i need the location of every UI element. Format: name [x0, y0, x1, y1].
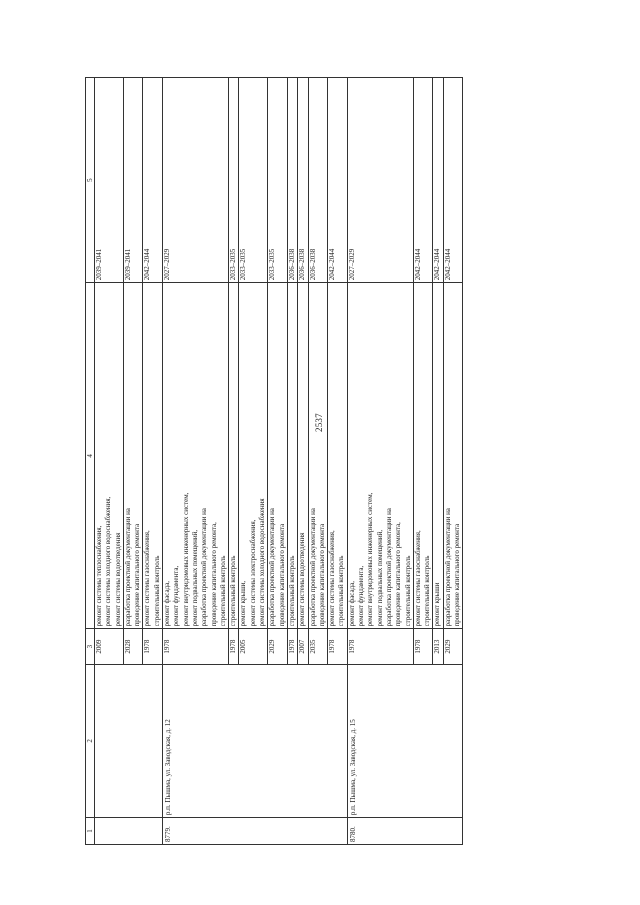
work-cell: [268, 283, 288, 629]
work-line: разработка проектной документации на: [200, 508, 209, 627]
year-cell: 2005: [239, 629, 268, 664]
period-cell: 2027–2029: [163, 78, 229, 283]
work-line: ремонт внутридомовых инженерных систем,: [181, 492, 190, 627]
column-number: 5: [86, 78, 95, 283]
period-cell: 2039–2041: [95, 78, 124, 283]
period-cell: 2033–2035: [239, 78, 268, 283]
building-number: [95, 818, 163, 845]
year-cell: 1978: [328, 629, 348, 664]
period-cell: 2042–2044: [433, 78, 443, 283]
work-cell: [308, 283, 328, 629]
column-number: 4: [86, 283, 95, 629]
period-cell: 2033–2035: [229, 78, 239, 283]
work-line: проведение капитального ремонта: [277, 523, 286, 627]
period-cell: 2036–2038: [298, 78, 308, 283]
work-line: ремонт фасада,: [163, 580, 172, 627]
work-line: ремонт системы холодного водоснабжения: [258, 498, 267, 627]
work-line: ремонт системы электроснабжения,: [248, 519, 257, 627]
building-address: р.п. Пышма, ул. Заводская, д. 15: [347, 664, 463, 817]
work-line: ремонт фундамента,: [357, 565, 366, 627]
work-cell: [298, 283, 308, 629]
work-line: проведение капитального ремонта: [133, 523, 142, 627]
year-cell: 2007: [298, 629, 308, 664]
work-line: разработка проектной документации на: [443, 508, 452, 627]
work-cell: [229, 283, 239, 629]
work-cell: [287, 283, 297, 629]
work-line: ремонт системы водоотведения: [298, 532, 307, 627]
column-number: 2: [86, 664, 95, 817]
work-cell: [143, 283, 163, 629]
year-cell: 2009: [95, 629, 124, 664]
rotated-table-container: [85, 77, 555, 845]
work-line: разработка проектной документации на: [308, 508, 317, 627]
table-row: [95, 78, 124, 845]
work-line: проведение капитального ремонта,: [209, 522, 218, 627]
year-cell: 1978: [143, 629, 163, 664]
work-line: строительный контроль: [218, 555, 227, 627]
work-line: разработка проектной документации на: [123, 508, 132, 627]
work-cell: [239, 283, 268, 629]
repair-schedule-table: [85, 77, 463, 845]
period-cell: 2033–2035: [268, 78, 288, 283]
work-line: ремонт крыши,: [239, 580, 248, 627]
building-address: р.п. Пышма, ул. Заводская, д. 12: [163, 664, 348, 817]
year-cell: 1978: [229, 629, 239, 664]
building-number: 8780.: [347, 818, 463, 845]
work-cell: [123, 283, 143, 629]
work-line: ремонт системы водоотведения: [113, 532, 122, 627]
period-cell: 2036–2038: [308, 78, 328, 283]
page-number: 2537: [314, 413, 324, 432]
work-line: проведение капитального ремонта,: [394, 522, 403, 627]
work-line: ремонт системы газоснабжения,: [328, 530, 337, 627]
table-body: [95, 78, 463, 845]
work-line: строительный контроль: [287, 555, 296, 627]
work-line: ремонт системы холодного водоснабжения,: [104, 496, 113, 627]
year-cell: 2035: [308, 629, 328, 664]
work-line: строительный контроль: [403, 555, 412, 627]
work-line: ремонт подвальных помещений,: [375, 529, 384, 627]
work-line: разработка проектной документации на: [384, 508, 393, 627]
period-cell: 2039–2041: [123, 78, 143, 283]
work-line: проведение капитального ремонта: [452, 523, 461, 627]
work-line: проведение капитального ремонта: [317, 523, 326, 627]
column-number: 1: [86, 818, 95, 845]
work-line: ремонт системы газоснабжения,: [143, 530, 152, 627]
work-line: строительный контроль: [152, 555, 161, 627]
work-cell: [328, 283, 348, 629]
year-cell: 2029: [268, 629, 288, 664]
building-address: [95, 664, 163, 817]
year-cell: 1978: [163, 629, 229, 664]
work-line: ремонт подвальных помещений,: [190, 529, 199, 627]
table-row: [347, 78, 413, 845]
table-row: [163, 78, 229, 845]
year-cell: 2028: [123, 629, 143, 664]
work-line: ремонт системы теплоснабжения,: [95, 525, 103, 627]
year-cell: 1978: [347, 629, 413, 664]
period-cell: 2036–2038: [287, 78, 297, 283]
year-cell: 2013: [433, 629, 443, 664]
work-line: строительный контроль: [337, 555, 346, 627]
period-cell: 2042–2044: [143, 78, 163, 283]
work-line: строительный контроль: [423, 555, 432, 627]
work-line: разработка проектной документации на: [268, 508, 277, 627]
work-cell: [413, 283, 433, 629]
year-cell: 2029: [443, 629, 463, 664]
work-line: строительный контроль: [229, 555, 238, 627]
work-cell: [163, 283, 229, 629]
building-number: 8779.: [163, 818, 348, 845]
column-number: 3: [86, 629, 95, 664]
work-cell: [443, 283, 463, 629]
work-line: ремонт крыши: [433, 582, 442, 627]
period-cell: 2042–2044: [443, 78, 463, 283]
year-cell: 1978: [413, 629, 433, 664]
work-cell: [95, 283, 124, 629]
work-cell: [433, 283, 443, 629]
period-cell: 2042–2044: [413, 78, 433, 283]
work-line: ремонт фундамента,: [172, 565, 181, 627]
work-cell: [347, 283, 413, 629]
column-number-row: [86, 78, 95, 845]
period-cell: 2027–2029: [347, 78, 413, 283]
work-line: ремонт фасада,: [347, 580, 356, 627]
period-cell: 2042–2044: [328, 78, 348, 283]
year-cell: 1978: [287, 629, 297, 664]
work-line: ремонт системы газоснабжения,: [413, 530, 422, 627]
work-line: ремонт внутридомовых инженерных систем,: [366, 492, 375, 627]
